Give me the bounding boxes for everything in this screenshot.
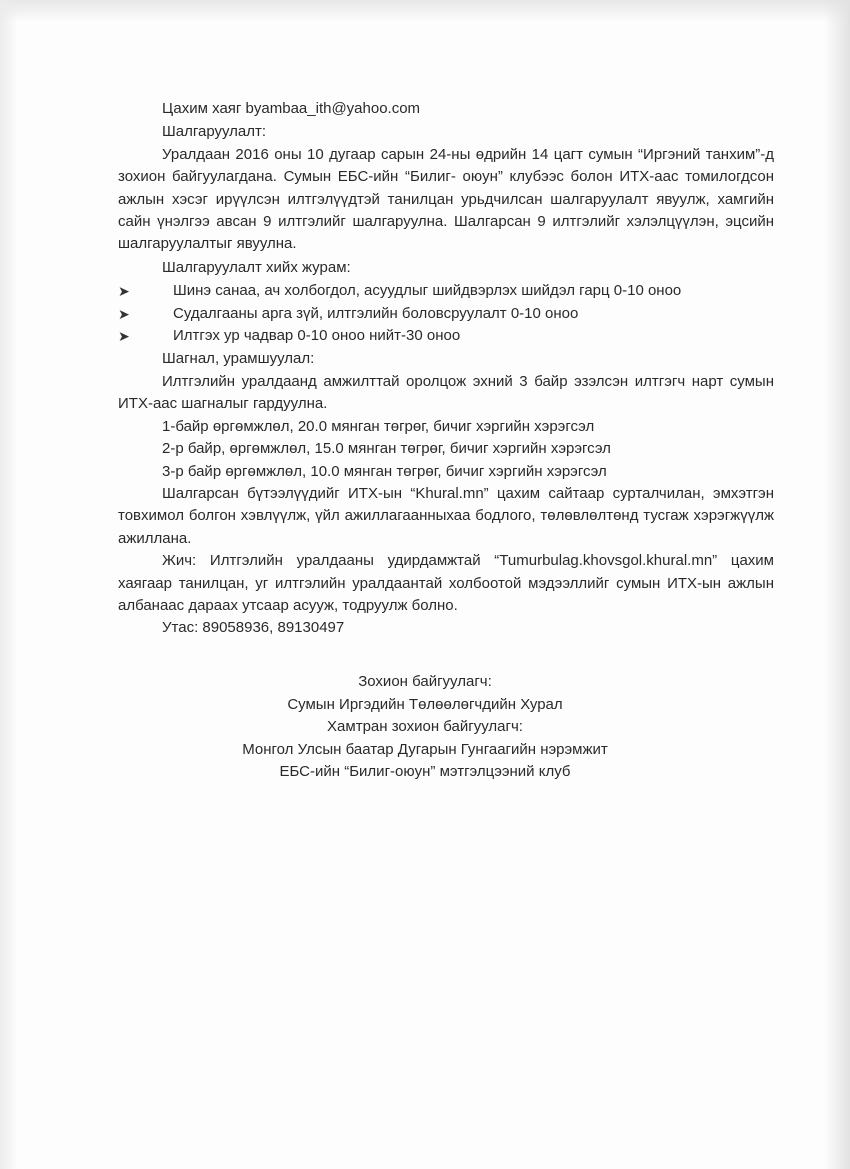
note-paragraph: Жич: Илтгэлийн уралдааны удирдамжтай “Tumurbulag.khovsgol.khural.mn” цахим хаягаар танилцан, уг илтгэлийн уралдаантай холбоотой мэдээллийг сумын ИТХ-ын ажлын албанаас дараах утсаар асууж, тодруулж болно.: [118, 552, 774, 614]
scan-edge-top: [0, 0, 850, 22]
selection-heading: Шалгаруулалт:: [162, 123, 267, 141]
prize-first: 1-байр өргөмжлөл, 20.0 мянган төгрөг, бичиг хэргийн хэрэгсэл: [162, 417, 595, 435]
followup-section: [118, 483, 774, 617]
selection-paragraph: Уралдаан 2016 оны 10 дугаар сарын 24-ны өдрийн 14 цагт сумын “Иргэний танхим”-д зохион байгуулагдана. Сумын ЕБС-ийн “Билиг- оюун” клубээс болон ИТХ-аас томилогдсон ажлын хэсэг ирүүлсэн илтгэлүүдтэй танилцан урьдчилсан шалгаруулалт явуулж, хамгийн сайн үнэлгээ авсан 9 илтгэлийг шалгаруулна. Шалгарсан 9 илтгэлийг хэлэлцүүлэн, эцсийн шалгаруулалтыг явуулна.: [118, 145, 774, 253]
organizer-label: Зохион байгуулагч:: [358, 673, 492, 690]
co-organizer-line-1: Монгол Улсын баатар Дугарын Гунгаагийн нэрэмжит: [242, 740, 608, 758]
list-item: [118, 325, 774, 347]
prize-second: 2-р байр, өргөмжлөл, 15.0 мянган төгрөг, бичиг хэргийн хэрэгсэл: [162, 440, 611, 458]
phone-line: Утас: 89058936, 89130497: [162, 619, 345, 637]
procedure-list: [118, 280, 774, 347]
awards-paragraph: Илтгэлийн уралдаанд амжилттай оролцож эхний 3 байр эзэлсэн илтгэгч нарт сумын ИТХ-аас шагналыг гардуулна.: [118, 372, 774, 413]
scan-edge-left: [0, 0, 18, 1169]
procedure-item-text: Илтгэх ур чадвар 0-10 оноо нийт-30 оноо: [173, 327, 461, 345]
procedure-item-text: Шинэ санаа, ач холбогдол, асуудлыг шийдвэрлэх шийдэл гарц 0-10 оноо: [173, 282, 682, 300]
awards-heading: Шагнал, урамшуулал:: [162, 350, 315, 368]
procedure-heading: Шалгаруулалт хийх журам:: [162, 258, 351, 276]
arrow-bullet-icon: ➤: [118, 328, 130, 345]
email-line: Цахим хаяг byambaa_ith@yahoo.com: [162, 100, 421, 117]
scan-edge-right: [824, 0, 850, 1169]
co-organizer-line-2: ЕБС-ийн “Билиг-оюун” мэтгэлцээний клуб: [279, 763, 571, 781]
procedure-item-text: Судалгааны арга зүй, илтгэлийн боловсруулалт 0-10 оноо: [173, 304, 579, 322]
organizers-block: [0, 671, 850, 784]
selection-section: [118, 144, 774, 256]
prize-third: 3-р байр өргөмжлөл, 10.0 мянган төгрөг, бичиг хэргийн хэрэгсэл: [162, 462, 607, 480]
co-organizer-label: Хамтран зохион байгуулагч:: [327, 718, 523, 736]
list-item: [118, 280, 774, 302]
document-body: [118, 98, 774, 640]
arrow-bullet-icon: ➤: [118, 305, 130, 322]
followup-paragraph: Шалгарсан бүтээлүүдийг ИТХ-ын “Khural.mn” цахим сайтаар сурталчилан, эмхэтгэн товхимол болгон хэвлүүлж, үйл ажиллагаанныхаа бодлого, төлөвлөлтөнд тусгаж хэрэгжүүлж ажиллана.: [118, 484, 774, 547]
arrow-bullet-icon: ➤: [118, 283, 130, 300]
awards-section: [118, 371, 774, 416]
organizer-name: Сумын Иргэдийн Төлөөлөгчдийн Хурал: [287, 695, 563, 713]
list-item: [118, 303, 774, 325]
